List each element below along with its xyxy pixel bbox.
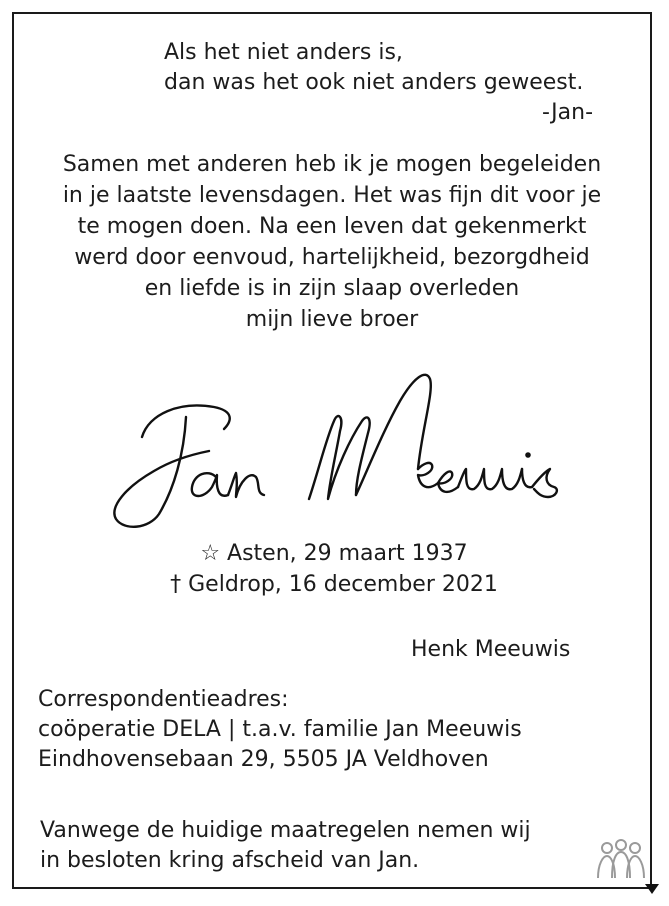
correspondence-line: coöperatie DELA | t.a.v. familie Jan Meeuwis xyxy=(38,717,522,742)
correspondence-heading: Correspondentieadres: xyxy=(38,687,289,712)
poem-author: -Jan- xyxy=(542,100,594,125)
closing-line: Vanwege de huidige maatregelen nemen wij xyxy=(40,818,531,843)
intro-line: in je laatste levensdagen. Het was fijn dit voor je xyxy=(62,183,602,208)
intro-line: en liefde is in zijn slaap overleden xyxy=(144,276,520,301)
people-group-icon xyxy=(595,838,647,882)
death-line: † Geldrop, 16 december 2021 xyxy=(170,572,498,597)
death-notice-card xyxy=(12,12,652,889)
closing-line: in besloten kring afscheid van Jan. xyxy=(40,848,420,873)
corner-arrow-icon xyxy=(645,884,659,894)
intro-line: te mogen doen. Na een leven dat gekenmerkt xyxy=(77,214,587,239)
intro-line: werd door eenvoud, hartelijkheid, bezorgdheid xyxy=(74,245,590,270)
poem-line-2: dan was het ook niet anders geweest. xyxy=(164,70,584,95)
poem-line-1: Als het niet anders is, xyxy=(164,40,403,65)
deceased-name-signature xyxy=(104,359,574,534)
correspondence-address: Eindhovensebaan 29, 5505 JA Veldhoven xyxy=(38,747,489,772)
intro-line: Samen met anderen heb ik je mogen begeleiden xyxy=(62,152,602,177)
signature-name: Henk Meeuwis xyxy=(411,637,571,662)
birth-line: ☆ Asten, 29 maart 1937 xyxy=(200,541,468,566)
intro-line: mijn lieve broer xyxy=(245,307,419,332)
